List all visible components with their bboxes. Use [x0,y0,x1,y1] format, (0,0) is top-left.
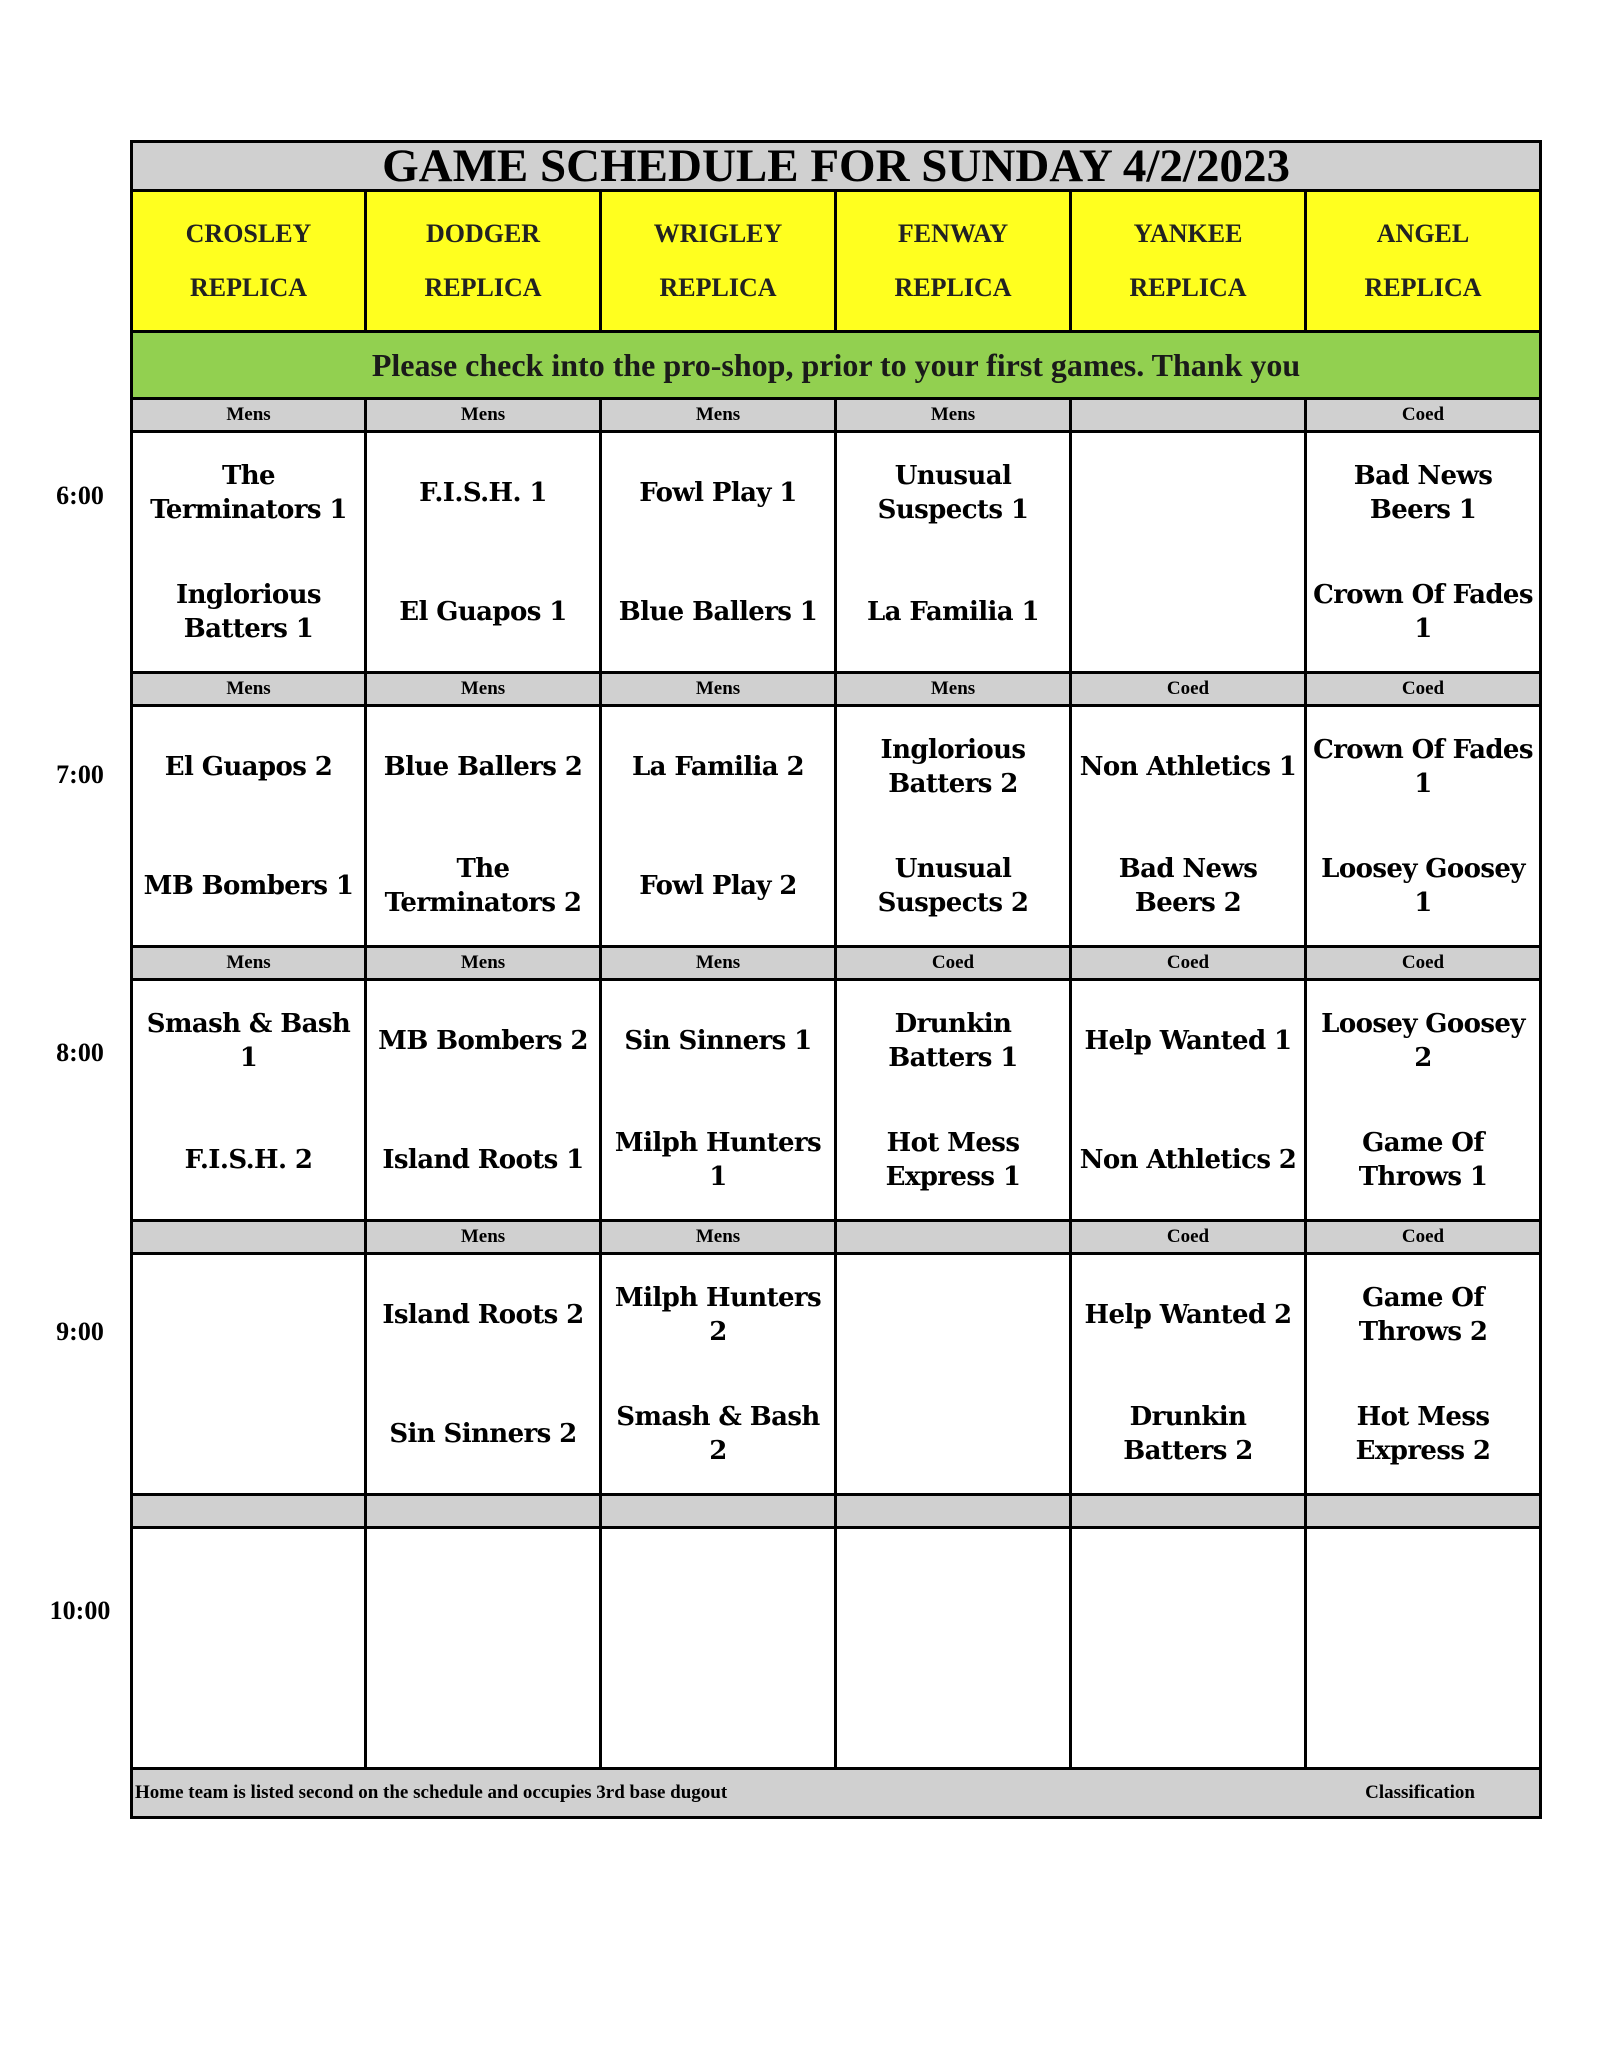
field-sub: REPLICA [189,273,307,302]
classification-cell: Mens [601,399,836,432]
classification-cell [132,1495,366,1528]
classification-row [132,1221,1541,1254]
away-team: Blue Ballers 2 [383,751,583,782]
field-name: FENWAY [897,219,1009,248]
classification-cell: Coed [1306,673,1541,706]
game-cell [1071,980,1306,1221]
away-team [133,1529,364,1648]
game-cell [366,1254,601,1495]
classification-cell: Coed [1306,947,1541,980]
away-team: Milph Hunters 2 [614,1282,822,1347]
game-cell [1071,706,1306,947]
classification-cell [366,1495,601,1528]
time-label: 8:00 [56,1038,104,1067]
classification-cell: Coed [1071,1221,1306,1254]
classification-cell [1071,399,1306,432]
home-team: The Terminators 2 [384,853,582,918]
classification-cell [1071,1495,1306,1528]
away-team: F.I.S.H. 1 [419,477,547,508]
home-team [133,1374,364,1493]
game-cell [601,980,836,1221]
home-team: Smash & Bash 2 [616,1401,820,1466]
classification-cell: Coed [1071,947,1306,980]
classification-cell: Coed [1306,399,1541,432]
game-cell [132,706,366,947]
away-team: Help Wanted 1 [1084,1025,1292,1056]
away-team [1072,1529,1304,1648]
field-name: ANGEL [1376,219,1470,248]
page-title: GAME SCHEDULE FOR SUNDAY 4/2/2023 [132,142,1541,191]
classification-row [132,1495,1541,1528]
game-cell [836,1528,1071,1769]
game-cell [132,432,366,673]
checkin-notice: Please check into the pro-shop, prior to your first games. Thank you [132,332,1541,399]
classification-cell [601,1495,836,1528]
away-team: Help Wanted 2 [1084,1299,1292,1330]
footer-cell [132,1769,1541,1818]
game-cell [1306,1528,1541,1769]
away-team [133,1255,364,1374]
classification-cell: Coed [836,947,1071,980]
game-cell [1306,1254,1541,1495]
away-team: Smash & Bash 1 [146,1008,351,1073]
home-team: MB Bombers 1 [143,870,354,901]
away-team: Game Of Throws 2 [1358,1282,1488,1347]
game-cell [132,1254,366,1495]
home-team: Milph Hunters 1 [614,1127,822,1192]
game-cell [1071,1528,1306,1769]
classification-cell [836,1495,1071,1528]
classification-cell [1306,1495,1541,1528]
home-team: Crown Of Fades 1 [1313,579,1533,644]
field-crosley [132,191,366,332]
field-wrigley [601,191,836,332]
away-team: Non Athletics 1 [1079,751,1297,782]
home-team [837,1374,1069,1493]
game-cell [366,980,601,1221]
classification-row [132,673,1541,706]
game-cell [132,1528,366,1769]
field-sub: REPLICA [659,273,777,302]
game-cell [1306,706,1541,947]
classification-cell: Mens [132,673,366,706]
classification-cell: Mens [366,947,601,980]
game-cell [1071,432,1306,673]
classification-cell: Mens [836,673,1071,706]
classification-cell: Mens [601,1221,836,1254]
home-team [367,1648,599,1767]
game-cell [1071,1254,1306,1495]
game-cell [601,706,836,947]
away-team: Fowl Play 1 [639,477,797,508]
home-team: Hot Mess Express 2 [1355,1401,1491,1466]
classification-cell [836,1221,1071,1254]
away-team: Inglorious Batters 2 [880,734,1026,799]
classification-cell: Mens [836,399,1071,432]
home-team: El Guapos 1 [399,596,567,627]
classification-cell: Mens [366,673,601,706]
game-row [132,432,1541,673]
home-team: Non Athletics 2 [1079,1144,1297,1175]
footer-row [132,1769,1541,1818]
classification-cell: Mens [132,947,366,980]
classification-cell: Coed [1071,673,1306,706]
field-sub: REPLICA [1364,273,1482,302]
game-row [132,706,1541,947]
field-name: CROSLEY [185,219,312,248]
field-name: YANKEE [1133,219,1243,248]
game-cell [1306,432,1541,673]
field-dodger [366,191,601,332]
away-team [1307,1529,1539,1648]
time-label: 9:00 [56,1317,104,1346]
away-team: Drunkin Batters 1 [888,1008,1018,1073]
home-team: Inglorious Batters 1 [176,579,321,644]
home-team: Game Of Throws 1 [1358,1127,1488,1192]
game-cell [601,432,836,673]
away-team: Sin Sinners 1 [624,1025,812,1056]
game-cell [836,980,1071,1221]
classification-cell [132,1221,366,1254]
away-team: Loosey Goosey 2 [1321,1008,1525,1073]
time-label: 10:00 [49,1596,111,1625]
field-sub: REPLICA [1129,273,1247,302]
home-team: Drunkin Batters 2 [1123,1401,1253,1466]
field-name: DODGER [425,219,541,248]
classification-cell: Mens [366,399,601,432]
away-team [602,1529,834,1648]
away-team: El Guapos 2 [164,751,333,782]
game-cell [836,706,1071,947]
home-team: Island Roots 1 [382,1144,584,1175]
game-cell [836,1254,1071,1495]
home-team: Bad News Beers 2 [1118,853,1258,918]
home-team: F.I.S.H. 2 [184,1144,313,1175]
game-cell [366,706,601,947]
home-team: Blue Ballers 1 [618,596,818,627]
away-team [837,1255,1069,1374]
home-team: Loosey Goosey 1 [1321,853,1525,918]
home-team: Unusual Suspects 2 [877,853,1029,918]
away-team: Bad News Beers 1 [1353,460,1493,525]
field-sub: REPLICA [894,273,1012,302]
home-team-note: Home team is listed second on the schedule and occupies 3rd base dugout [135,1782,728,1803]
away-team [1072,433,1304,552]
game-cell [366,432,601,673]
classification-cell: Coed [1306,1221,1541,1254]
game-cell [132,980,366,1221]
home-team: Fowl Play 2 [639,870,797,901]
home-team [1307,1648,1539,1767]
home-team [1072,1648,1304,1767]
classification-row [132,947,1541,980]
home-team: La Familia 1 [867,596,1039,627]
time-label: 6:00 [56,481,104,510]
home-team [837,1648,1069,1767]
away-team: La Familia 2 [632,751,804,782]
home-team: Hot Mess Express 1 [885,1127,1021,1192]
schedule-table [130,140,1542,1819]
away-team: Island Roots 2 [382,1299,584,1330]
game-row [132,1254,1541,1495]
field-header-row [132,191,1541,332]
classification-cell: Mens [601,947,836,980]
game-cell [366,1528,601,1769]
away-team [367,1529,599,1648]
game-cell [1306,980,1541,1221]
game-row [132,1528,1541,1769]
game-cell [836,432,1071,673]
classification-cell: Mens [601,673,836,706]
field-name: WRIGLEY [653,219,783,248]
game-row [132,980,1541,1221]
away-team: The Terminators 1 [150,460,347,525]
field-angel [1306,191,1541,332]
time-label: 7:00 [56,760,104,789]
home-team [133,1648,364,1767]
field-yankee [1071,191,1306,332]
game-cell [601,1254,836,1495]
classification-cell: Mens [132,399,366,432]
classification-cell: Mens [366,1221,601,1254]
game-cell [601,1528,836,1769]
away-team: MB Bombers 2 [378,1025,588,1056]
home-team: Sin Sinners 2 [389,1418,577,1449]
away-team: Crown Of Fades 1 [1313,734,1533,799]
home-team [1072,552,1304,671]
home-team [602,1648,834,1767]
footer-content [133,1782,1539,1804]
field-fenway [836,191,1071,332]
classification-row [132,399,1541,432]
classification-label: Classification [1365,1782,1475,1803]
away-team: Unusual Suspects 1 [877,460,1029,525]
away-team [837,1529,1069,1648]
field-sub: REPLICA [424,273,542,302]
